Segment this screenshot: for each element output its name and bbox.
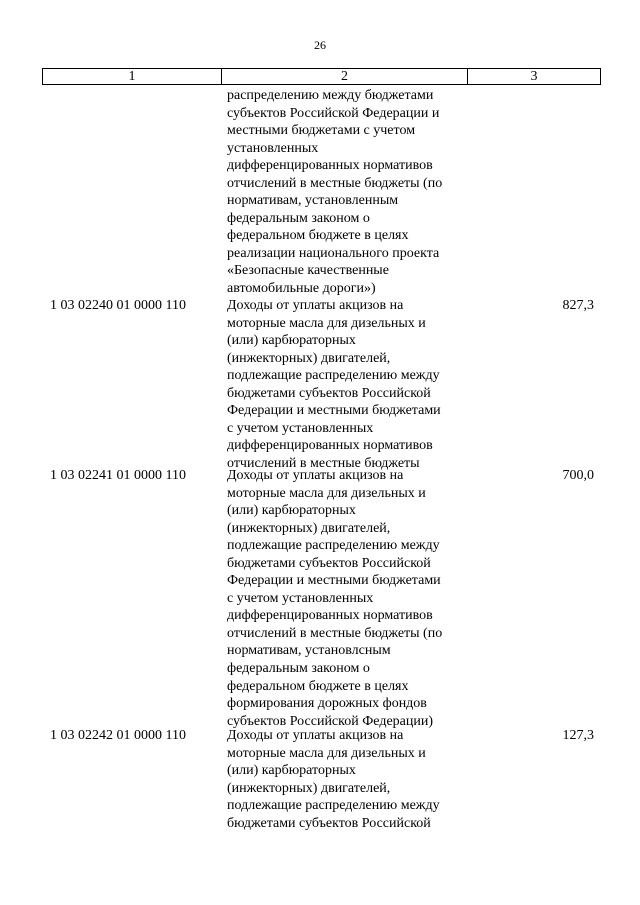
description-line: дифференцированных нормативов (227, 438, 433, 454)
row-description (227, 297, 467, 472)
description-line: автомобильные дороги») (227, 281, 376, 297)
description-line: федеральным законом о (227, 210, 370, 226)
row-amount: 700,0 (562, 468, 594, 483)
description-line: Доходы от уплаты акцизов на (227, 468, 404, 483)
table-header-row (42, 68, 601, 85)
description-line: подлежащие распределению между (227, 538, 440, 554)
description-line: федеральном бюджете в целях (227, 678, 409, 694)
description-line: бюджетами субъектов Российской (227, 385, 431, 401)
description-line: субъектов Российской Федерации) (227, 713, 434, 729)
description-line: федеральным законом о (227, 661, 370, 677)
description-line: Федерации и местными бюджетами (227, 573, 441, 589)
description-line: бюджетами субъектов Российской (227, 815, 431, 831)
description-line: субъектов Российской Федерации и (227, 105, 440, 121)
description-line: местными бюджетами с учетом (227, 123, 416, 139)
row-description (227, 727, 467, 832)
header-col-2: 2 (222, 69, 468, 84)
description-line: (или) карбюраторных (227, 763, 356, 779)
description-line: подлежащие распределению между (227, 798, 440, 814)
description-line: моторные масла для дизельных и (227, 315, 426, 331)
description-line: (или) карбюраторных (227, 503, 356, 519)
header-col-3: 3 (530, 68, 538, 84)
description-line: (инжекторных) двигателей, (227, 350, 391, 366)
continuation-description (227, 87, 467, 298)
description-line: бюджетами субъектов Российской (227, 555, 431, 571)
description-line: Доходы от уплаты акцизов на (227, 298, 404, 313)
description-line: моторные масла для дизельных и (227, 745, 426, 761)
description-line: нормативам, установленным (227, 193, 399, 209)
description-line: подлежащие распределению между (227, 368, 440, 384)
description-line: (инжекторных) двигателей, (227, 780, 391, 796)
description-line: федеральном бюджете в целях (227, 228, 409, 244)
description-line: формирования дорожных фондов (227, 696, 427, 712)
description-line: «Безопасные качественные (227, 263, 389, 279)
description-line: с учетом установленных (227, 420, 374, 436)
row-code: 1 03 02241 01 0000 110 (50, 468, 186, 483)
description-line: с учетом установленных (227, 590, 374, 606)
description-line: установленных (227, 140, 319, 156)
header-col-1: 1 (43, 69, 222, 84)
page-number: 26 (314, 38, 326, 52)
description-line: реализации национального проекта (227, 245, 440, 261)
description-line: отчислений в местные бюджеты (по (227, 175, 443, 191)
description-line: (или) карбюраторных (227, 333, 356, 349)
description-line: дифференцированных нормативов (227, 608, 433, 624)
row-amount: 127,3 (562, 728, 594, 743)
description-line: моторные масла для дизельных и (227, 485, 426, 501)
description-line: нормативам, установлсным (227, 643, 391, 659)
description-line: отчислений в местные бюджеты (227, 455, 420, 471)
description-line: распределению между бюджетами (227, 88, 434, 103)
description-line: Доходы от уплаты акцизов на (227, 728, 404, 743)
description-line: дифференцированных нормативов (227, 158, 433, 174)
description-line: (инжекторных) двигателей, (227, 520, 391, 536)
description-line: Федерации и местными бюджетами (227, 403, 441, 419)
row-description (227, 467, 467, 730)
row-code: 1 03 02242 01 0000 110 (50, 728, 186, 743)
row-amount: 827,3 (562, 298, 594, 313)
row-code: 1 03 02240 01 0000 110 (50, 298, 186, 313)
description-line: отчислений в местные бюджеты (по (227, 625, 443, 641)
